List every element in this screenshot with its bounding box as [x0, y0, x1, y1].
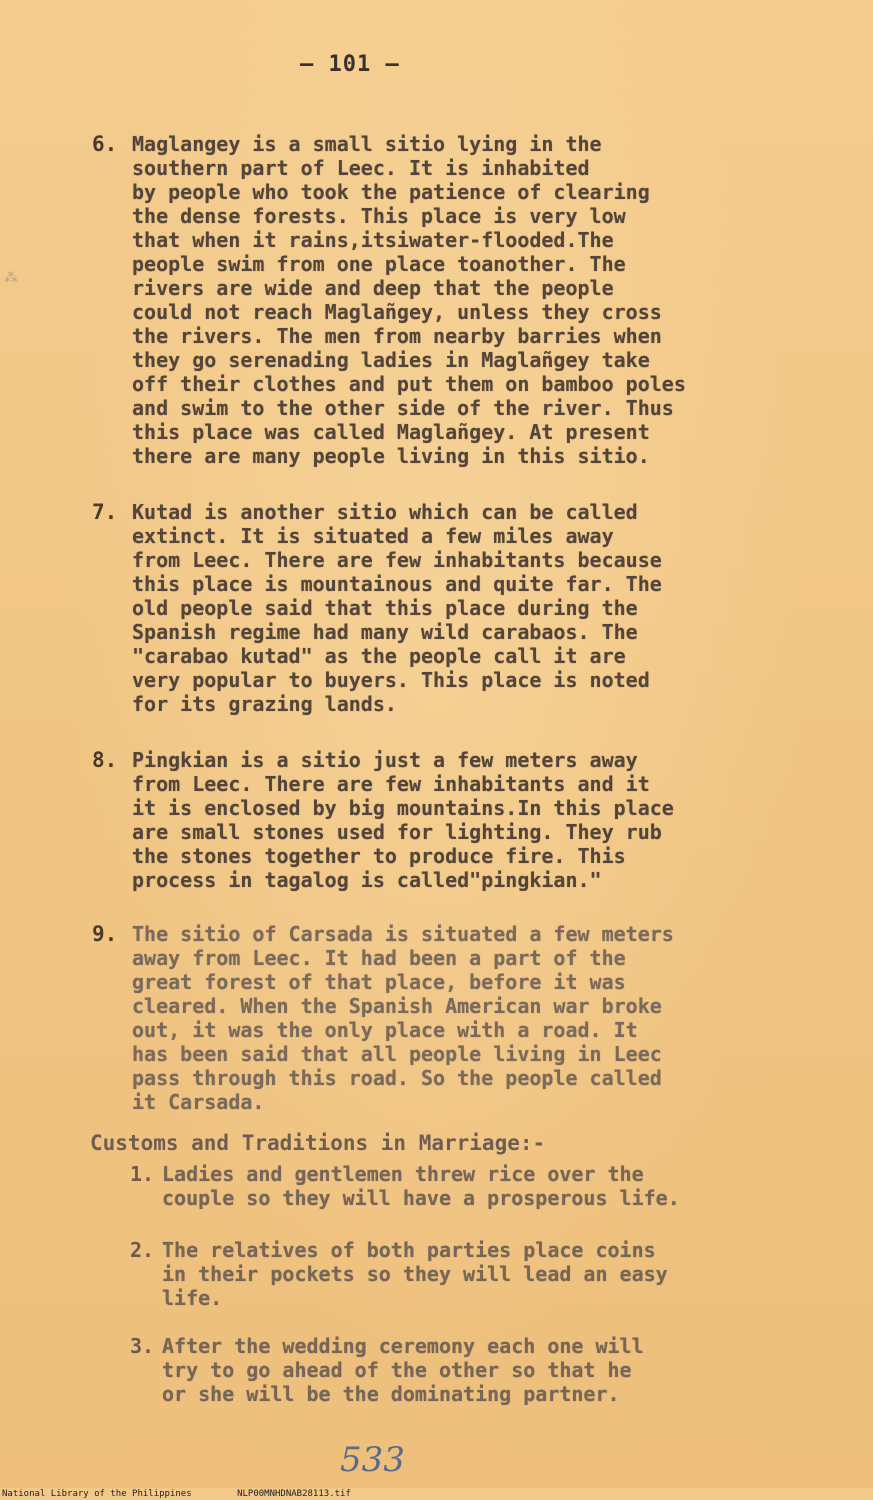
text-line: this place is mountainous and quite far. The	[132, 572, 662, 596]
text-line: for its grazing lands.	[132, 692, 397, 716]
text-line: old people said that this place during the	[132, 596, 638, 620]
text-line: has been said that all people living in Leec	[132, 1042, 662, 1066]
text-line: it is enclosed by big mountains.In this place	[132, 796, 674, 820]
text-line: Spanish regime had many wild carabaos. The	[132, 620, 638, 644]
text-line: they go serenading ladies in Maglañgey take	[132, 348, 650, 372]
margin-stain: ⁂	[4, 270, 18, 286]
entry-number: 8.	[92, 748, 118, 772]
custom-text	[162, 1162, 680, 1210]
text-line: are small stones used for lighting. They rub	[132, 820, 662, 844]
entry-number: 9.	[92, 922, 118, 946]
text-line: the rivers. The men from nearby barries when	[132, 324, 662, 348]
text-line: pass through this road. So the people called	[132, 1066, 662, 1090]
text-line: southern part of Leec. It is inhabited	[132, 156, 590, 180]
text-line: great forest of that place, before it was	[132, 970, 626, 994]
text-line: and swim to the other side of the river. Thus	[132, 396, 674, 420]
file-id: NLP00MNHDNAB28113.tif	[237, 1489, 351, 1499]
text-line: life.	[162, 1286, 223, 1310]
text-line: After the wedding ceremony each one will	[162, 1334, 644, 1358]
text-line: Pingkian is a sitio just a few meters away	[132, 748, 638, 772]
text-line: by people who took the patience of clearing	[132, 180, 650, 204]
text-line: process in tagalog is called"pingkian."	[132, 868, 602, 892]
customs-heading: Customs and Traditions in Marriage:-	[90, 1131, 546, 1155]
text-line: "carabao kutad" as the people call it are	[132, 644, 626, 668]
text-line: couple so they will have a prosperous life.	[162, 1186, 680, 1210]
text-line: it Carsada.	[132, 1090, 265, 1114]
text-line: that when it rains,itsiwater-flooded.The	[132, 228, 614, 252]
custom-number: 1.	[130, 1162, 155, 1186]
text-line: from Leec. There are few inhabitants because	[132, 548, 662, 572]
text-line: Kutad is another sitio which can be called	[132, 500, 638, 524]
custom-number: 3.	[130, 1334, 155, 1358]
text-line: off their clothes and put them on bamboo poles	[132, 372, 686, 396]
text-line: try to go ahead of the other so that he	[162, 1358, 632, 1382]
text-line: extinct. It is situated a few miles away	[132, 524, 614, 548]
entry-text	[132, 132, 686, 468]
custom-text	[162, 1334, 644, 1406]
text-line: could not reach Maglañgey, unless they cross	[132, 300, 662, 324]
library-name: National Library of the Philippines	[2, 1489, 192, 1499]
custom-text	[162, 1238, 668, 1310]
scan-footer	[0, 1488, 873, 1500]
text-line: from Leec. There are few inhabitants and it	[132, 772, 650, 796]
text-line: there are many people living in this sitio.	[132, 444, 650, 468]
entry-number: 6.	[92, 132, 118, 156]
text-line: Ladies and gentlemen threw rice over the	[162, 1162, 644, 1186]
text-line: this place was called Maglañgey. At present	[132, 420, 650, 444]
entry-text	[132, 500, 662, 716]
handwritten-page-number: 533	[340, 1440, 405, 1480]
custom-number: 2.	[130, 1238, 155, 1262]
text-line: cleared. When the Spanish American war broke	[132, 994, 662, 1018]
text-line: people swim from one place toanother. The	[132, 252, 626, 276]
entry-text	[132, 922, 674, 1114]
text-line: or she will be the dominating partner.	[162, 1382, 620, 1406]
text-line: the dense forests. This place is very low	[132, 204, 626, 228]
text-line: out, it was the only place with a road. It	[132, 1018, 638, 1042]
text-line: the stones together to produce fire. This	[132, 844, 626, 868]
entry-text	[132, 748, 674, 892]
text-line: Maglangey is a small sitio lying in the	[132, 132, 602, 156]
text-line: The sitio of Carsada is situated a few meters	[132, 922, 674, 946]
text-line: in their pockets so they will lead an easy	[162, 1262, 668, 1286]
page-number: – 101 –	[300, 52, 400, 77]
text-line: away from Leec. It had been a part of the	[132, 946, 626, 970]
text-line: The relatives of both parties place coins	[162, 1238, 656, 1262]
entry-number: 7.	[92, 500, 118, 524]
text-line: rivers are wide and deep that the people	[132, 276, 614, 300]
text-line: very popular to buyers. This place is noted	[132, 668, 650, 692]
